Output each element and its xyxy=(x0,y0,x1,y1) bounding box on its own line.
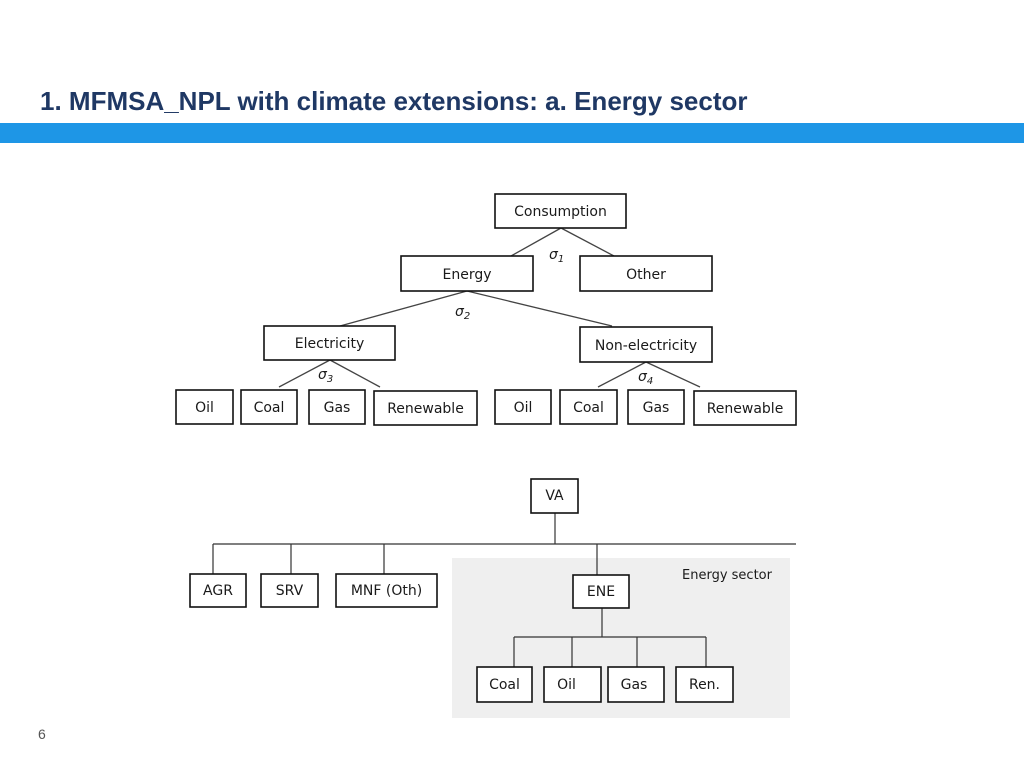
sector-mnf xyxy=(336,574,437,607)
nonelec-leaf-coal xyxy=(560,390,617,424)
svg-text:Oil: Oil xyxy=(195,400,214,416)
link-consumption-other xyxy=(561,228,614,256)
svg-text:Gas: Gas xyxy=(323,400,351,416)
va-label: VA xyxy=(545,488,564,504)
svg-text:SRV: SRV xyxy=(275,583,304,599)
link-energy-electricity xyxy=(340,291,467,326)
other-node xyxy=(580,256,712,291)
ene-leaf-ren xyxy=(676,667,733,702)
other-label: Other xyxy=(626,267,666,283)
page-number: 6 xyxy=(38,726,46,742)
svg-text:Coal: Coal xyxy=(489,677,520,693)
consumption-tree xyxy=(176,194,796,425)
svg-text:Coal: Coal xyxy=(573,400,604,416)
electricity-leaf-gas xyxy=(309,390,365,424)
svg-text:Ren.: Ren. xyxy=(688,677,721,693)
link-energy-nonelectricity xyxy=(467,291,612,326)
non-electricity-node xyxy=(580,327,712,362)
svg-text:Gas: Gas xyxy=(642,400,670,416)
nonelec-leaf-oil xyxy=(495,390,551,424)
svg-text:Gas: Gas xyxy=(620,677,648,693)
svg-text:Renewable: Renewable xyxy=(387,401,464,417)
svg-text:Oil: Oil xyxy=(513,400,533,416)
link-electricity-renewable xyxy=(330,360,380,387)
electricity-label: Electricity xyxy=(294,336,365,352)
sigma4-label: $\sigma_4$ xyxy=(638,369,654,387)
ene-leaf-coal xyxy=(477,667,532,702)
va-node xyxy=(531,479,578,513)
svg-text:Renewable: Renewable xyxy=(706,401,784,417)
svg-text:Coal: Coal xyxy=(253,400,285,416)
value-added-tree xyxy=(190,479,796,718)
non-electricity-label: Non-electricity xyxy=(594,338,698,354)
sigma1-label: $\sigma_1$ xyxy=(549,247,565,265)
sector-agr xyxy=(190,574,246,607)
nonelec-leaf-gas xyxy=(628,390,684,424)
svg-text:AGR: AGR xyxy=(203,583,233,599)
ene-leaf-oil xyxy=(544,667,601,702)
electricity-node xyxy=(264,326,395,360)
electricity-leaf-oil xyxy=(176,390,233,424)
electricity-leaf-coal xyxy=(241,390,297,424)
energy-node xyxy=(401,256,533,291)
electricity-leaf-renewable xyxy=(374,391,477,425)
sector-srv xyxy=(261,574,318,607)
energy-sector-label: Energy sector xyxy=(682,568,772,583)
svg-text:Oil: Oil xyxy=(557,677,576,693)
nonelec-leaf-renewable xyxy=(694,391,796,425)
sigma3-label: $\sigma_3$ xyxy=(318,367,334,385)
svg-text:MNF (Oth): MNF (Oth) xyxy=(350,583,423,599)
ene-node xyxy=(573,575,629,608)
consumption-node xyxy=(495,194,626,228)
sigma2-label: $\sigma_2$ xyxy=(455,304,471,322)
slide-title: 1. MFMSA_NPL with climate extensions: a. Energy sector xyxy=(40,86,748,116)
energy-label: Energy xyxy=(442,267,492,283)
consumption-label: Consumption xyxy=(514,204,607,220)
ene-leaf-gas xyxy=(608,667,664,702)
link-nonelec-renewable xyxy=(646,362,700,387)
ene-label: ENE xyxy=(586,584,616,600)
